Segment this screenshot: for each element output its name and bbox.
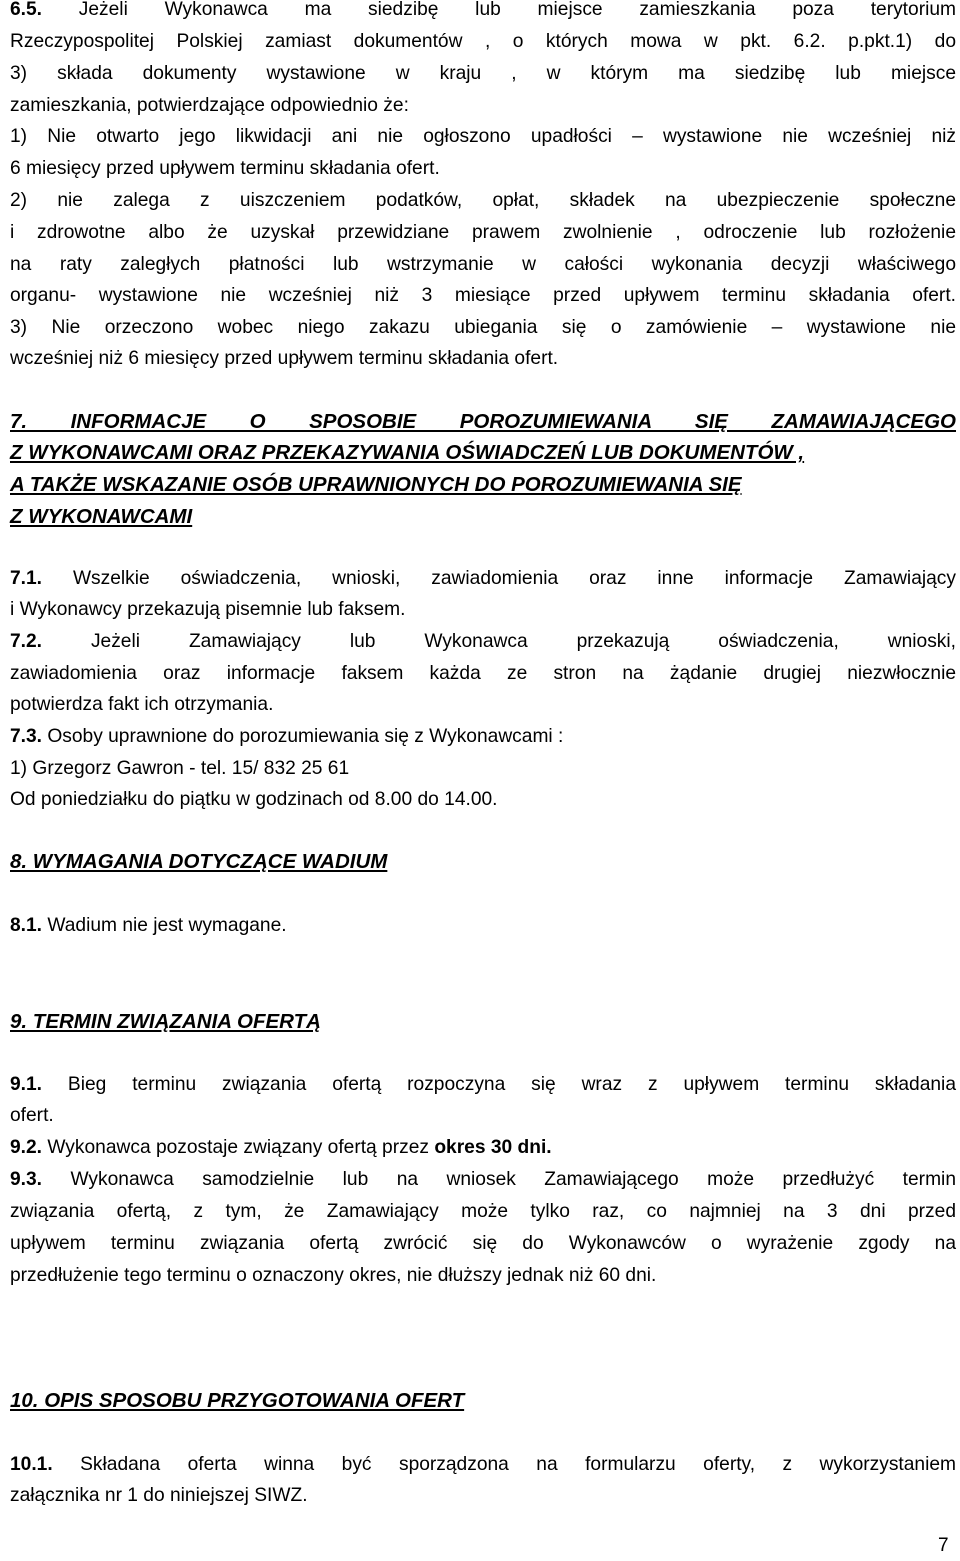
paragraph-7-3: 1) Grzegorz Gawron - tel. 15/ 832 25 61 <box>10 758 350 779</box>
paragraph-7-2: potwierdza fakt ich otrzymania. <box>10 694 274 715</box>
paragraph-7-1: i Wykonawcy przekazują pisemnie lub faksem. <box>10 599 406 620</box>
section-6-5-line: 3) Nie orzeczono wobec niego zakazu ubiegania się o zamówienie – wystawione nie <box>10 317 956 338</box>
text: Jeżeli Wykonawca ma siedzibę lub miejsce zamieszkania poza terytorium <box>42 0 956 20</box>
section-number: 9.1. <box>10 1074 43 1095</box>
section-6-5-line: zamieszkania, potwierdzające odpowiednio że: <box>10 95 409 116</box>
section-number: 9.2. <box>10 1137 43 1158</box>
page-number: 7 <box>938 1535 949 1556</box>
paragraph-7-1 <box>10 566 956 592</box>
section-6-5-line: 2) nie zalega z uiszczeniem podatków, opłat, składek na ubezpieczenie społeczne <box>10 190 956 211</box>
paragraph-9-3 <box>10 1167 956 1193</box>
text: Osoby uprawnione do porozumiewania się z Wykonawcami : <box>42 726 564 747</box>
section-number: 7.2. <box>10 631 43 652</box>
paragraph-9-2 <box>10 1135 956 1161</box>
paragraph-9-1 <box>10 1072 956 1098</box>
section-number: 9.3. <box>10 1169 43 1190</box>
section-7-heading: Z WYKONAWCAMI ORAZ PRZEKAZYWANIA OŚWIADCZEŃ LUB DOKUMENTÓW , <box>10 441 805 464</box>
text: Składana oferta winna być sporządzona na formularzu oferty, z wykorzystaniem <box>52 1454 956 1475</box>
section-6-5-line: i zdrowotne albo że uzyskał przewidziane prawem zwolnienie , odroczenie lub rozłożenie <box>10 222 956 243</box>
paragraph-10-1 <box>10 1452 956 1478</box>
text: Bieg terminu związania ofertą rozpoczyna się wraz z upływem terminu składania <box>42 1074 956 1095</box>
text: Wszelkie oświadczenia, wnioski, zawiadomienia oraz inne informacje Zamawiający <box>42 568 956 589</box>
section-number: 7.1. <box>10 568 43 589</box>
paragraph-7-3 <box>10 724 956 750</box>
section-7-heading: 7. INFORMACJE O SPOSOBIE POROZUMIEWANIA SIĘ ZAMAWIAJĄCEGO <box>10 410 956 433</box>
section-6-5-line: na raty zaległych płatności lub wstrzymanie w całości wykonania decyzji właściwego <box>10 254 956 275</box>
section-6-5-line: wcześniej niż 6 miesięcy przed upływem terminu składania ofert. <box>10 348 559 369</box>
section-8-heading: 8. WYMAGANIA DOTYCZĄCE WADIUM <box>10 850 388 873</box>
paragraph-9-3: przedłużenie tego terminu o oznaczony okres, nie dłuższy jednak niż 60 dni. <box>10 1265 657 1286</box>
section-6-5-line: 3) składa dokumenty wystawione w kraju , w którym ma siedzibę lub miejsce <box>10 63 956 84</box>
paragraph-9-1: ofert. <box>10 1105 54 1126</box>
text: Wykonawca pozostaje związany ofertą przez <box>42 1137 435 1158</box>
text: Wadium nie jest wymagane. <box>42 915 287 936</box>
section-6-5-line <box>10 0 956 23</box>
section-6-5-line: 6 miesięcy przed upływem terminu składania ofert. <box>10 158 440 179</box>
section-7-heading: A TAKŻE WSKAZANIE OSÓB UPRAWNIONYCH DO POROZUMIEWANIA SIĘ <box>10 473 742 496</box>
section-number: 10.1. <box>10 1454 53 1475</box>
text: Jeżeli Zamawiający lub Wykonawca przekazują oświadczenia, wnioski, <box>42 631 956 652</box>
paragraph-7-2: zawiadomienia oraz informacje faksem każda ze stron na żądanie drugiej niezwłocznie <box>10 663 956 684</box>
paragraph-9-3: związania ofertą, z tym, że Zamawiający może tylko raz, co najmniej na 3 dni przed <box>10 1201 956 1222</box>
section-number: 8.1. <box>10 915 43 936</box>
section-7-heading: Z WYKONAWCAMI <box>10 505 193 528</box>
section-number: 7.3. <box>10 726 43 747</box>
paragraph-10-1: załącznika nr 1 do niniejszej SIWZ. <box>10 1485 308 1506</box>
paragraph-7-3: Od poniedziałku do piątku w godzinach od 8.00 do 14.00. <box>10 789 498 810</box>
text: Wykonawca samodzielnie lub na wniosek Zamawiającego może przedłużyć termin <box>42 1169 956 1190</box>
section-6-5-line: Rzeczypospolitej Polskiej zamiast dokumentów , o których mowa w pkt. 6.2. p.pkt.1) do <box>10 31 956 52</box>
section-6-5-line: 1) Nie otwarto jego likwidacji ani nie ogłoszono upadłości – wystawione nie wcześniej niż <box>10 126 956 147</box>
section-number: 6.5. <box>10 0 43 20</box>
section-10-heading: 10. OPIS SPOSOBU PRZYGOTOWANIA OFERT <box>10 1389 465 1412</box>
section-6-5-line: organu- wystawione nie wcześniej niż 3 miesiące przed upływem terminu składania ofert. <box>10 285 956 306</box>
section-9-heading: 9. TERMIN ZWIĄZANIA OFERTĄ <box>10 1010 321 1033</box>
paragraph-8-1 <box>10 913 956 939</box>
emphasis-text: okres 30 dni. <box>434 1137 552 1158</box>
paragraph-7-2 <box>10 629 956 655</box>
paragraph-9-3: upływem terminu związania ofertą zwrócić się do Wykonawców o wyrażenie zgody na <box>10 1233 956 1254</box>
